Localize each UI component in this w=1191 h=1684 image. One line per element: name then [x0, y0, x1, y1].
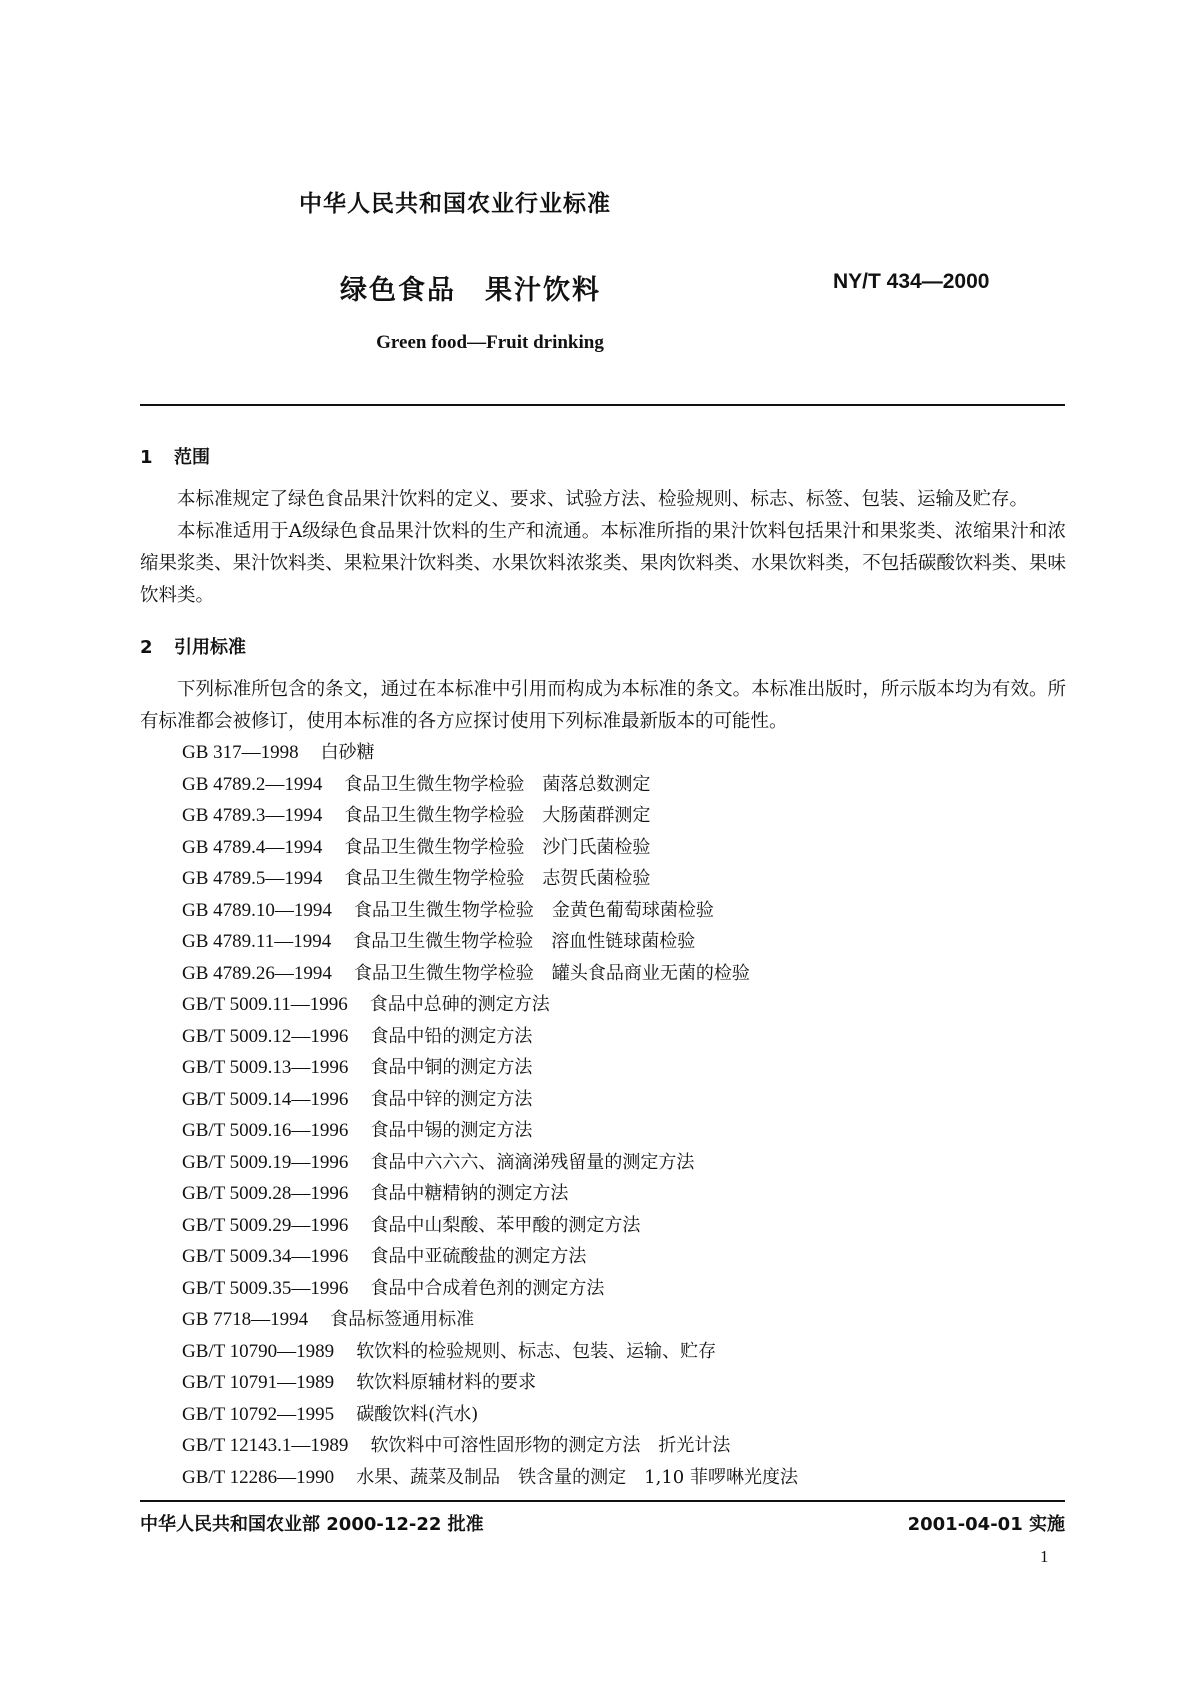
approval-date: 中华人民共和国农业部 2000-12-22 批准	[140, 1514, 484, 1535]
paragraph: 下列标准所包含的条文，通过在本标准中引用而构成为本标准的条文。本标准出版时，所示版本均为有效。所有标准都会被修订，使用本标准的各方应探讨使用下列标准最新版本的可能性。	[140, 679, 1066, 732]
reference-item	[182, 1462, 798, 1494]
reference-item	[182, 737, 798, 769]
reference-title: 食品中总砷的测定方法	[369, 994, 550, 1015]
reference-item	[182, 1021, 798, 1053]
reference-code: GB/T 5009.19—1996	[182, 1151, 349, 1173]
reference-title: 食品中铜的测定方法	[370, 1057, 533, 1078]
reference-code: GB/T 5009.12—1996	[182, 1025, 349, 1047]
page-number: 1	[1040, 1547, 1049, 1566]
reference-code: GB 317—1998	[182, 742, 299, 763]
reference-title: 食品卫生微生物学检验 金黄色葡萄球菌检验	[353, 899, 714, 921]
reference-item	[182, 1399, 798, 1431]
reference-item	[182, 800, 798, 832]
reference-code: GB/T 5009.35—1996	[182, 1277, 349, 1299]
reference-item	[182, 1367, 798, 1399]
reference-item	[182, 832, 798, 864]
reference-title: 碳酸饮料(汽水)	[356, 1403, 479, 1425]
reference-item	[182, 958, 798, 990]
reference-code: GB/T 5009.13—1996	[182, 1057, 349, 1078]
reference-code: GB 4789.26—1994	[182, 962, 332, 984]
reference-title: 食品卫生微生物学检验 志贺氏菌检验	[344, 868, 651, 889]
reference-title: 白砂糖	[320, 742, 375, 763]
reference-title: 食品卫生微生物学检验 溶血性链球菌检验	[353, 931, 696, 952]
footer-divider	[140, 1500, 1065, 1502]
reference-item	[182, 1147, 798, 1179]
reference-code: GB 4789.10—1994	[182, 899, 332, 921]
reference-title: 食品标签通用标准	[330, 1309, 475, 1330]
paragraph: 本标准适用于A级绿色食品果汁饮料的生产和流通。本标准所指的果汁饮料包括果汁和果浆类、浓缩果汁和浓缩果浆类、果汁饮料类、果粒果汁饮料类、水果饮料浓浆类、果肉饮料类、水果饮料类，不包括碳酸饮料类、果味饮料类。	[140, 521, 1066, 606]
english-title: Green food—Fruit drinking	[376, 332, 604, 353]
standard-code: NY/T 434—2000	[833, 270, 990, 293]
reference-item	[182, 769, 798, 801]
reference-title: 食品中合成着色剂的测定方法	[370, 1277, 605, 1299]
section-number: 2	[140, 637, 153, 658]
reference-title: 食品中糖精钠的测定方法	[370, 1183, 569, 1204]
section-1-body	[140, 484, 1066, 612]
reference-item	[182, 1241, 798, 1273]
reference-item	[182, 1273, 798, 1305]
reference-item	[182, 1178, 798, 1210]
section-2-body	[140, 674, 1066, 738]
reference-code: GB 7718—1994	[182, 1309, 309, 1330]
issuer-title: 中华人民共和国农业行业标准	[299, 191, 611, 217]
reference-title: 食品中铅的测定方法	[370, 1025, 533, 1047]
reference-code: GB/T 10792—1995	[182, 1403, 335, 1425]
reference-code: GB 4789.2—1994	[182, 773, 323, 795]
reference-code: GB 4789.5—1994	[182, 868, 323, 889]
reference-title: 软饮料的检验规则、标志、包装、运输、贮存	[356, 1340, 717, 1362]
reference-code: GB/T 5009.29—1996	[182, 1214, 349, 1236]
header-divider	[140, 404, 1065, 406]
section-title: 引用标准	[174, 637, 246, 658]
reference-title: 食品卫生微生物学检验 大肠菌群测定	[344, 805, 651, 826]
reference-item	[182, 1304, 798, 1336]
reference-title: 软饮料中可溶性固形物的测定方法 折光计法	[370, 1435, 731, 1456]
reference-code: GB 4789.3—1994	[182, 805, 323, 826]
reference-code: GB/T 5009.11—1996	[182, 994, 348, 1015]
reference-item	[182, 863, 798, 895]
effective-date: 2001-04-01 实施	[907, 1514, 1065, 1535]
document-title: 绿色食品 果汁饮料	[340, 275, 601, 306]
reference-code: GB/T 10791—1989	[182, 1372, 335, 1393]
reference-title: 食品卫生微生物学检验 沙门氏菌检验	[344, 836, 651, 858]
reference-title: 软饮料原辅材料的要求	[356, 1372, 537, 1393]
reference-code: GB/T 12143.1—1989	[182, 1435, 349, 1456]
section-heading-2	[140, 633, 246, 659]
reference-code: GB/T 5009.14—1996	[182, 1088, 349, 1110]
reference-code: GB 4789.11—1994	[182, 931, 332, 952]
reference-title: 食品卫生微生物学检验 菌落总数测定	[344, 773, 651, 795]
reference-list	[182, 737, 798, 1493]
reference-item	[182, 989, 798, 1021]
reference-item	[182, 1115, 798, 1147]
reference-item	[182, 1430, 798, 1462]
reference-title: 食品中山梨酸、苯甲酸的测定方法	[370, 1214, 641, 1236]
reference-item	[182, 1052, 798, 1084]
section-number: 1	[140, 447, 153, 468]
reference-code: GB 4789.4—1994	[182, 836, 323, 858]
reference-item	[182, 1336, 798, 1368]
reference-title: 食品中锌的测定方法	[370, 1088, 533, 1110]
paragraph: 本标准规定了绿色食品果汁饮料的定义、要求、试验方法、检验规则、标志、标签、包装、运输及贮存。	[177, 489, 1029, 510]
reference-item	[182, 1210, 798, 1242]
reference-item	[182, 895, 798, 927]
reference-code: GB/T 10790—1989	[182, 1340, 335, 1362]
reference-title: 食品卫生微生物学检验 罐头食品商业无菌的检验	[353, 962, 750, 984]
reference-code: GB/T 5009.34—1996	[182, 1246, 349, 1267]
reference-item	[182, 1084, 798, 1116]
reference-item	[182, 926, 798, 958]
reference-title: 食品中亚硫酸盐的测定方法	[370, 1246, 587, 1267]
reference-code: GB/T 12286—1990	[182, 1466, 335, 1488]
section-title: 范围	[174, 447, 210, 468]
reference-title: 食品中六六六、滴滴涕残留量的测定方法	[370, 1151, 695, 1173]
reference-title: 水果、蔬菜及制品 铁含量的测定 1,10 菲啰啉光度法	[356, 1466, 798, 1488]
section-heading-1	[140, 443, 210, 469]
reference-title: 食品中锡的测定方法	[370, 1120, 533, 1141]
reference-code: GB/T 5009.16—1996	[182, 1120, 349, 1141]
reference-code: GB/T 5009.28—1996	[182, 1183, 349, 1204]
